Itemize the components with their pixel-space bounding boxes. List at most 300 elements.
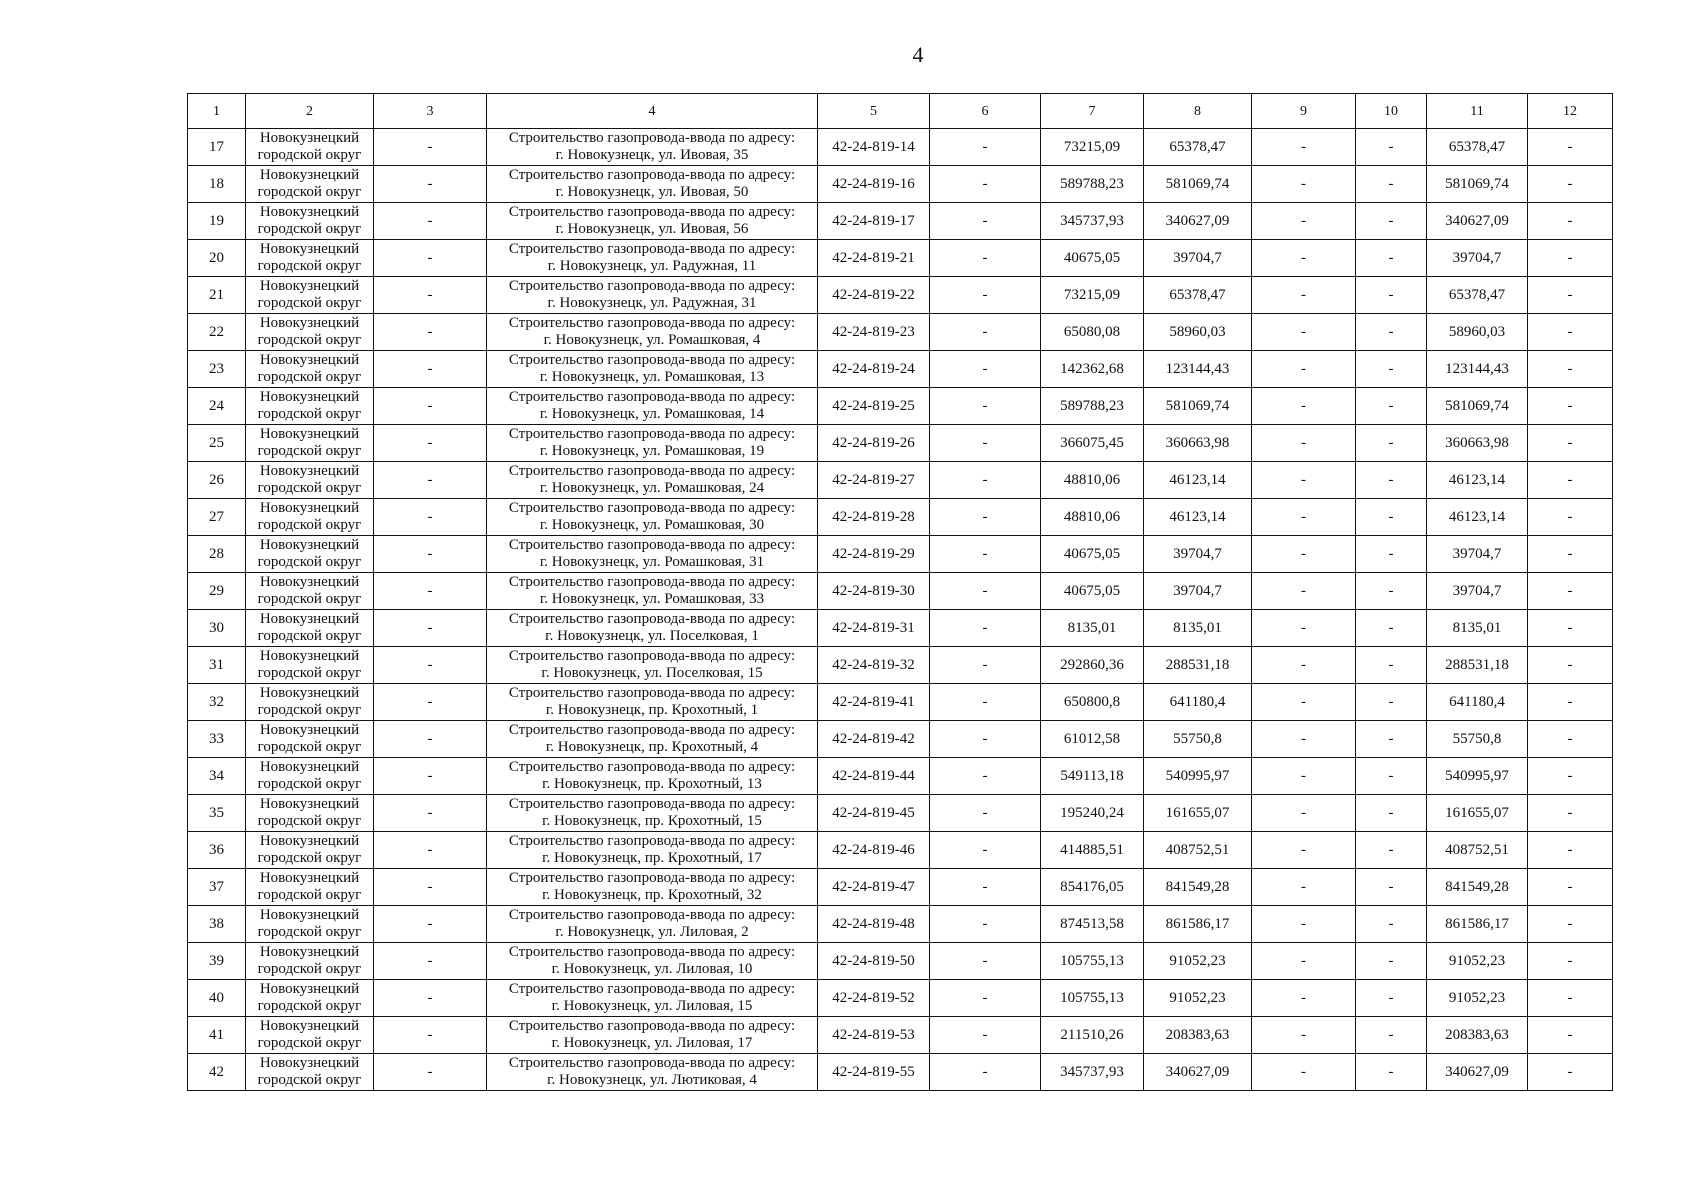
col8-cell: 46123,14 — [1144, 499, 1252, 536]
col12-cell: - — [1528, 573, 1613, 610]
description-cell — [487, 684, 818, 721]
description-line-1: Строительство газопровода-ввода по адресу: — [508, 648, 796, 664]
municipality-line-1: Новокузнецкий — [259, 833, 360, 849]
col10-cell: - — [1356, 351, 1427, 388]
municipality-cell — [246, 980, 374, 1017]
col6-cell: - — [930, 499, 1041, 536]
col11-cell: 340627,09 — [1427, 1054, 1528, 1091]
col7-cell: 874513,58 — [1041, 906, 1144, 943]
col6-cell: - — [930, 425, 1041, 462]
description-cell — [487, 166, 818, 203]
col12-cell: - — [1528, 943, 1613, 980]
col12-cell: - — [1528, 721, 1613, 758]
col12-cell: - — [1528, 425, 1613, 462]
col3-cell: - — [374, 906, 487, 943]
col8-cell: 65378,47 — [1144, 277, 1252, 314]
description-line-2: г. Новокузнецк, ул. Поселковая, 15 — [541, 665, 763, 681]
municipality-line-1: Новокузнецкий — [259, 981, 360, 997]
col8-cell: 58960,03 — [1144, 314, 1252, 351]
description-line-1: Строительство газопровода-ввода по адресу: — [508, 500, 796, 516]
col12-cell: - — [1528, 906, 1613, 943]
description-line-2: г. Новокузнецк, пр. Крохотный, 1 — [545, 702, 759, 718]
description-line-1: Строительство газопровода-ввода по адресу: — [508, 722, 796, 738]
row-number: 30 — [188, 610, 246, 647]
col7-cell: 589788,23 — [1041, 166, 1144, 203]
col7-cell: 142362,68 — [1041, 351, 1144, 388]
description-cell — [487, 462, 818, 499]
col10-cell: - — [1356, 573, 1427, 610]
code-cell: 42-24-819-31 — [818, 610, 930, 647]
description-line-1: Строительство газопровода-ввода по адресу: — [508, 685, 796, 701]
col6-cell: - — [930, 980, 1041, 1017]
col12-cell: - — [1528, 462, 1613, 499]
col9-cell: - — [1252, 388, 1356, 425]
municipality-line-1: Новокузнецкий — [259, 1055, 360, 1071]
column-header-2: 2 — [246, 94, 374, 129]
municipality-cell — [246, 758, 374, 795]
municipality-cell — [246, 1017, 374, 1054]
col10-cell: - — [1356, 314, 1427, 351]
municipality-line-1: Новокузнецкий — [259, 241, 360, 257]
col3-cell: - — [374, 610, 487, 647]
col8-cell: 55750,8 — [1144, 721, 1252, 758]
col8-cell: 288531,18 — [1144, 647, 1252, 684]
code-cell: 42-24-819-17 — [818, 203, 930, 240]
description-line-1: Строительство газопровода-ввода по адресу: — [508, 574, 796, 590]
col6-cell: - — [930, 1054, 1041, 1091]
col8-cell: 208383,63 — [1144, 1017, 1252, 1054]
row-number: 41 — [188, 1017, 246, 1054]
municipality-cell — [246, 129, 374, 166]
col8-cell: 360663,98 — [1144, 425, 1252, 462]
column-header-8: 8 — [1144, 94, 1252, 129]
col6-cell: - — [930, 869, 1041, 906]
row-number: 28 — [188, 536, 246, 573]
register-table — [187, 93, 1613, 1091]
col3-cell: - — [374, 943, 487, 980]
municipality-cell — [246, 1054, 374, 1091]
col9-cell: - — [1252, 647, 1356, 684]
table-row — [188, 314, 1613, 351]
municipality-line-1: Новокузнецкий — [259, 278, 360, 294]
col10-cell: - — [1356, 869, 1427, 906]
col8-cell: 91052,23 — [1144, 943, 1252, 980]
municipality-line-1: Новокузнецкий — [259, 759, 360, 775]
col7-cell: 195240,24 — [1041, 795, 1144, 832]
municipality-line-2: городской округ — [257, 221, 362, 237]
col11-cell: 208383,63 — [1427, 1017, 1528, 1054]
description-line-1: Строительство газопровода-ввода по адресу: — [508, 241, 796, 257]
col9-cell: - — [1252, 314, 1356, 351]
column-header-12: 12 — [1528, 94, 1613, 129]
code-cell: 42-24-819-48 — [818, 906, 930, 943]
table-row — [188, 203, 1613, 240]
col11-cell: 340627,09 — [1427, 203, 1528, 240]
col10-cell: - — [1356, 832, 1427, 869]
description-line-1: Строительство газопровода-ввода по адресу: — [508, 870, 796, 886]
code-cell: 42-24-819-30 — [818, 573, 930, 610]
col7-cell: 105755,13 — [1041, 980, 1144, 1017]
col6-cell: - — [930, 832, 1041, 869]
col7-cell: 211510,26 — [1041, 1017, 1144, 1054]
description-line-2: г. Новокузнецк, ул. Лиловая, 2 — [555, 924, 749, 940]
col3-cell: - — [374, 721, 487, 758]
description-line-2: г. Новокузнецк, ул. Ромашковая, 19 — [539, 443, 765, 459]
description-line-2: г. Новокузнецк, пр. Крохотный, 4 — [545, 739, 759, 755]
municipality-line-1: Новокузнецкий — [259, 352, 360, 368]
col8-cell: 581069,74 — [1144, 166, 1252, 203]
municipality-cell — [246, 499, 374, 536]
municipality-cell — [246, 647, 374, 684]
col11-cell: 8135,01 — [1427, 610, 1528, 647]
col9-cell: - — [1252, 573, 1356, 610]
col10-cell: - — [1356, 795, 1427, 832]
description-line-1: Строительство газопровода-ввода по адресу: — [508, 389, 796, 405]
col3-cell: - — [374, 129, 487, 166]
col11-cell: 581069,74 — [1427, 166, 1528, 203]
municipality-line-1: Новокузнецкий — [259, 204, 360, 220]
description-line-1: Строительство газопровода-ввода по адресу: — [508, 426, 796, 442]
municipality-line-1: Новокузнецкий — [259, 500, 360, 516]
description-line-2: г. Новокузнецк, ул. Лиловая, 10 — [551, 961, 753, 977]
col12-cell: - — [1528, 684, 1613, 721]
col3-cell: - — [374, 277, 487, 314]
col12-cell: - — [1528, 758, 1613, 795]
col9-cell: - — [1252, 980, 1356, 1017]
municipality-line-1: Новокузнецкий — [259, 463, 360, 479]
municipality-cell — [246, 721, 374, 758]
description-line-1: Строительство газопровода-ввода по адресу: — [508, 907, 796, 923]
col6-cell: - — [930, 795, 1041, 832]
col10-cell: - — [1356, 980, 1427, 1017]
municipality-line-1: Новокузнецкий — [259, 722, 360, 738]
col3-cell: - — [374, 1054, 487, 1091]
column-header-7: 7 — [1041, 94, 1144, 129]
description-line-2: г. Новокузнецк, ул. Ромашковая, 30 — [539, 517, 765, 533]
col6-cell: - — [930, 610, 1041, 647]
col7-cell: 105755,13 — [1041, 943, 1144, 980]
col6-cell: - — [930, 1017, 1041, 1054]
municipality-line-1: Новокузнецкий — [259, 648, 360, 664]
col12-cell: - — [1528, 129, 1613, 166]
municipality-line-2: городской округ — [257, 813, 362, 829]
col8-cell: 540995,97 — [1144, 758, 1252, 795]
code-cell: 42-24-819-26 — [818, 425, 930, 462]
col10-cell: - — [1356, 536, 1427, 573]
col10-cell: - — [1356, 277, 1427, 314]
col9-cell: - — [1252, 610, 1356, 647]
municipality-line-1: Новокузнецкий — [259, 796, 360, 812]
table-row — [188, 869, 1613, 906]
col9-cell: - — [1252, 758, 1356, 795]
description-line-2: г. Новокузнецк, ул. Ромашковая, 24 — [539, 480, 765, 496]
municipality-cell — [246, 869, 374, 906]
municipality-cell — [246, 314, 374, 351]
col10-cell: - — [1356, 1017, 1427, 1054]
row-number: 42 — [188, 1054, 246, 1091]
municipality-line-1: Новокузнецкий — [259, 611, 360, 627]
row-number: 19 — [188, 203, 246, 240]
code-cell: 42-24-819-55 — [818, 1054, 930, 1091]
description-cell — [487, 906, 818, 943]
code-cell: 42-24-819-41 — [818, 684, 930, 721]
description-cell — [487, 351, 818, 388]
col9-cell: - — [1252, 1017, 1356, 1054]
municipality-line-2: городской округ — [257, 369, 362, 385]
municipality-line-2: городской округ — [257, 184, 362, 200]
col7-cell: 65080,08 — [1041, 314, 1144, 351]
description-cell — [487, 1054, 818, 1091]
municipality-line-2: городской округ — [257, 517, 362, 533]
col7-cell: 73215,09 — [1041, 277, 1144, 314]
col8-cell: 8135,01 — [1144, 610, 1252, 647]
municipality-line-2: городской округ — [257, 406, 362, 422]
municipality-cell — [246, 388, 374, 425]
description-line-2: г. Новокузнецк, пр. Крохотный, 32 — [542, 887, 762, 903]
description-cell — [487, 943, 818, 980]
municipality-cell — [246, 832, 374, 869]
description-line-2: г. Новокузнецк, пр. Крохотный, 13 — [542, 776, 762, 792]
col3-cell: - — [374, 203, 487, 240]
col9-cell: - — [1252, 203, 1356, 240]
col9-cell: - — [1252, 721, 1356, 758]
col3-cell: - — [374, 425, 487, 462]
description-line-1: Строительство газопровода-ввода по адресу: — [508, 759, 796, 775]
col12-cell: - — [1528, 351, 1613, 388]
col12-cell: - — [1528, 314, 1613, 351]
municipality-line-2: городской округ — [257, 147, 362, 163]
col3-cell: - — [374, 647, 487, 684]
col3-cell: - — [374, 351, 487, 388]
col11-cell: 65378,47 — [1427, 129, 1528, 166]
description-cell — [487, 240, 818, 277]
col3-cell: - — [374, 980, 487, 1017]
col12-cell: - — [1528, 832, 1613, 869]
table-row — [188, 462, 1613, 499]
description-cell — [487, 721, 818, 758]
col3-cell: - — [374, 795, 487, 832]
col10-cell: - — [1356, 462, 1427, 499]
col6-cell: - — [930, 536, 1041, 573]
column-header-1: 1 — [188, 94, 246, 129]
municipality-line-2: городской округ — [257, 554, 362, 570]
col7-cell: 345737,93 — [1041, 1054, 1144, 1091]
col10-cell: - — [1356, 906, 1427, 943]
municipality-cell — [246, 425, 374, 462]
col10-cell: - — [1356, 425, 1427, 462]
col8-cell: 39704,7 — [1144, 573, 1252, 610]
column-header-10: 10 — [1356, 94, 1427, 129]
municipality-line-2: городской округ — [257, 924, 362, 940]
col7-cell: 589788,23 — [1041, 388, 1144, 425]
col12-cell: - — [1528, 795, 1613, 832]
code-cell: 42-24-819-47 — [818, 869, 930, 906]
col8-cell: 340627,09 — [1144, 203, 1252, 240]
col7-cell: 414885,51 — [1041, 832, 1144, 869]
municipality-line-2: городской округ — [257, 776, 362, 792]
description-line-2: г. Новокузнецк, ул. Ромашковая, 4 — [543, 332, 761, 348]
row-number: 26 — [188, 462, 246, 499]
col7-cell: 73215,09 — [1041, 129, 1144, 166]
col9-cell: - — [1252, 536, 1356, 573]
col6-cell: - — [930, 684, 1041, 721]
row-number: 35 — [188, 795, 246, 832]
col7-cell: 40675,05 — [1041, 240, 1144, 277]
code-cell: 42-24-819-27 — [818, 462, 930, 499]
municipality-line-1: Новокузнецкий — [259, 574, 360, 590]
col11-cell: 58960,03 — [1427, 314, 1528, 351]
col10-cell: - — [1356, 610, 1427, 647]
col11-cell: 65378,47 — [1427, 277, 1528, 314]
table-row — [188, 499, 1613, 536]
description-line-2: г. Новокузнецк, ул. Ромашковая, 31 — [539, 554, 765, 570]
col10-cell: - — [1356, 758, 1427, 795]
row-number: 32 — [188, 684, 246, 721]
col6-cell: - — [930, 573, 1041, 610]
table-row — [188, 277, 1613, 314]
municipality-line-1: Новокузнецкий — [259, 870, 360, 886]
description-line-2: г. Новокузнецк, ул. Поселковая, 1 — [545, 628, 759, 644]
municipality-line-2: городской округ — [257, 1072, 362, 1088]
municipality-cell — [246, 943, 374, 980]
description-cell — [487, 388, 818, 425]
description-cell — [487, 129, 818, 166]
municipality-line-2: городской округ — [257, 887, 362, 903]
description-line-1: Строительство газопровода-ввода по адресу: — [508, 463, 796, 479]
col12-cell: - — [1528, 1054, 1613, 1091]
col10-cell: - — [1356, 166, 1427, 203]
description-line-1: Строительство газопровода-ввода по адресу: — [508, 1055, 796, 1071]
municipality-line-2: городской округ — [257, 480, 362, 496]
description-cell — [487, 536, 818, 573]
col11-cell: 46123,14 — [1427, 499, 1528, 536]
col11-cell: 861586,17 — [1427, 906, 1528, 943]
code-cell: 42-24-819-21 — [818, 240, 930, 277]
row-number: 36 — [188, 832, 246, 869]
col8-cell: 39704,7 — [1144, 536, 1252, 573]
municipality-line-1: Новокузнецкий — [259, 426, 360, 442]
col9-cell: - — [1252, 462, 1356, 499]
description-line-1: Строительство газопровода-ввода по адресу: — [508, 167, 796, 183]
code-cell: 42-24-819-29 — [818, 536, 930, 573]
code-cell: 42-24-819-42 — [818, 721, 930, 758]
col6-cell: - — [930, 314, 1041, 351]
table-row — [188, 351, 1613, 388]
col9-cell: - — [1252, 869, 1356, 906]
municipality-cell — [246, 462, 374, 499]
description-cell — [487, 610, 818, 647]
col3-cell: - — [374, 869, 487, 906]
municipality-cell — [246, 795, 374, 832]
col8-cell: 841549,28 — [1144, 869, 1252, 906]
code-cell: 42-24-819-44 — [818, 758, 930, 795]
col8-cell: 39704,7 — [1144, 240, 1252, 277]
col6-cell: - — [930, 277, 1041, 314]
table-row — [188, 795, 1613, 832]
col8-cell: 581069,74 — [1144, 388, 1252, 425]
description-line-2: г. Новокузнецк, ул. Лиловая, 17 — [551, 1035, 753, 1051]
code-cell: 42-24-819-16 — [818, 166, 930, 203]
col3-cell: - — [374, 388, 487, 425]
table-row — [188, 425, 1613, 462]
col9-cell: - — [1252, 684, 1356, 721]
col12-cell: - — [1528, 980, 1613, 1017]
row-number: 20 — [188, 240, 246, 277]
col9-cell: - — [1252, 240, 1356, 277]
description-line-1: Строительство газопровода-ввода по адресу: — [508, 981, 796, 997]
description-cell — [487, 314, 818, 351]
description-line-1: Строительство газопровода-ввода по адресу: — [508, 611, 796, 627]
row-number: 27 — [188, 499, 246, 536]
col11-cell: 360663,98 — [1427, 425, 1528, 462]
col7-cell: 40675,05 — [1041, 536, 1144, 573]
col9-cell: - — [1252, 906, 1356, 943]
table-row — [188, 388, 1613, 425]
col10-cell: - — [1356, 1054, 1427, 1091]
row-number: 25 — [188, 425, 246, 462]
municipality-line-2: городской округ — [257, 295, 362, 311]
col9-cell: - — [1252, 129, 1356, 166]
col6-cell: - — [930, 129, 1041, 166]
col7-cell: 854176,05 — [1041, 869, 1144, 906]
col6-cell: - — [930, 943, 1041, 980]
col11-cell: 161655,07 — [1427, 795, 1528, 832]
col11-cell: 288531,18 — [1427, 647, 1528, 684]
description-line-2: г. Новокузнецк, пр. Крохотный, 15 — [542, 813, 762, 829]
col8-cell: 123144,43 — [1144, 351, 1252, 388]
municipality-line-1: Новокузнецкий — [259, 389, 360, 405]
col11-cell: 540995,97 — [1427, 758, 1528, 795]
description-line-1: Строительство газопровода-ввода по адресу: — [508, 833, 796, 849]
col7-cell: 650800,8 — [1041, 684, 1144, 721]
code-cell: 42-24-819-46 — [818, 832, 930, 869]
col8-cell: 861586,17 — [1144, 906, 1252, 943]
table-row — [188, 943, 1613, 980]
col11-cell: 55750,8 — [1427, 721, 1528, 758]
row-number: 23 — [188, 351, 246, 388]
col9-cell: - — [1252, 351, 1356, 388]
description-line-2: г. Новокузнецк, ул. Ивовая, 50 — [555, 184, 749, 200]
col7-cell: 8135,01 — [1041, 610, 1144, 647]
col10-cell: - — [1356, 129, 1427, 166]
col10-cell: - — [1356, 203, 1427, 240]
code-cell: 42-24-819-52 — [818, 980, 930, 1017]
municipality-line-1: Новокузнецкий — [259, 685, 360, 701]
col7-cell: 549113,18 — [1041, 758, 1144, 795]
municipality-line-2: городской округ — [257, 998, 362, 1014]
col3-cell: - — [374, 1017, 487, 1054]
col9-cell: - — [1252, 832, 1356, 869]
municipality-line-2: городской округ — [257, 961, 362, 977]
col12-cell: - — [1528, 536, 1613, 573]
col11-cell: 46123,14 — [1427, 462, 1528, 499]
municipality-line-2: городской округ — [257, 591, 362, 607]
col8-cell: 91052,23 — [1144, 980, 1252, 1017]
description-cell — [487, 980, 818, 1017]
col3-cell: - — [374, 462, 487, 499]
description-line-1: Строительство газопровода-ввода по адресу: — [508, 1018, 796, 1034]
col11-cell: 841549,28 — [1427, 869, 1528, 906]
code-cell: 42-24-819-53 — [818, 1017, 930, 1054]
description-line-1: Строительство газопровода-ввода по адресу: — [508, 352, 796, 368]
table-row — [188, 240, 1613, 277]
col12-cell: - — [1528, 166, 1613, 203]
municipality-cell — [246, 906, 374, 943]
description-cell — [487, 277, 818, 314]
table-row — [188, 647, 1613, 684]
col7-cell: 366075,45 — [1041, 425, 1144, 462]
row-number: 40 — [188, 980, 246, 1017]
